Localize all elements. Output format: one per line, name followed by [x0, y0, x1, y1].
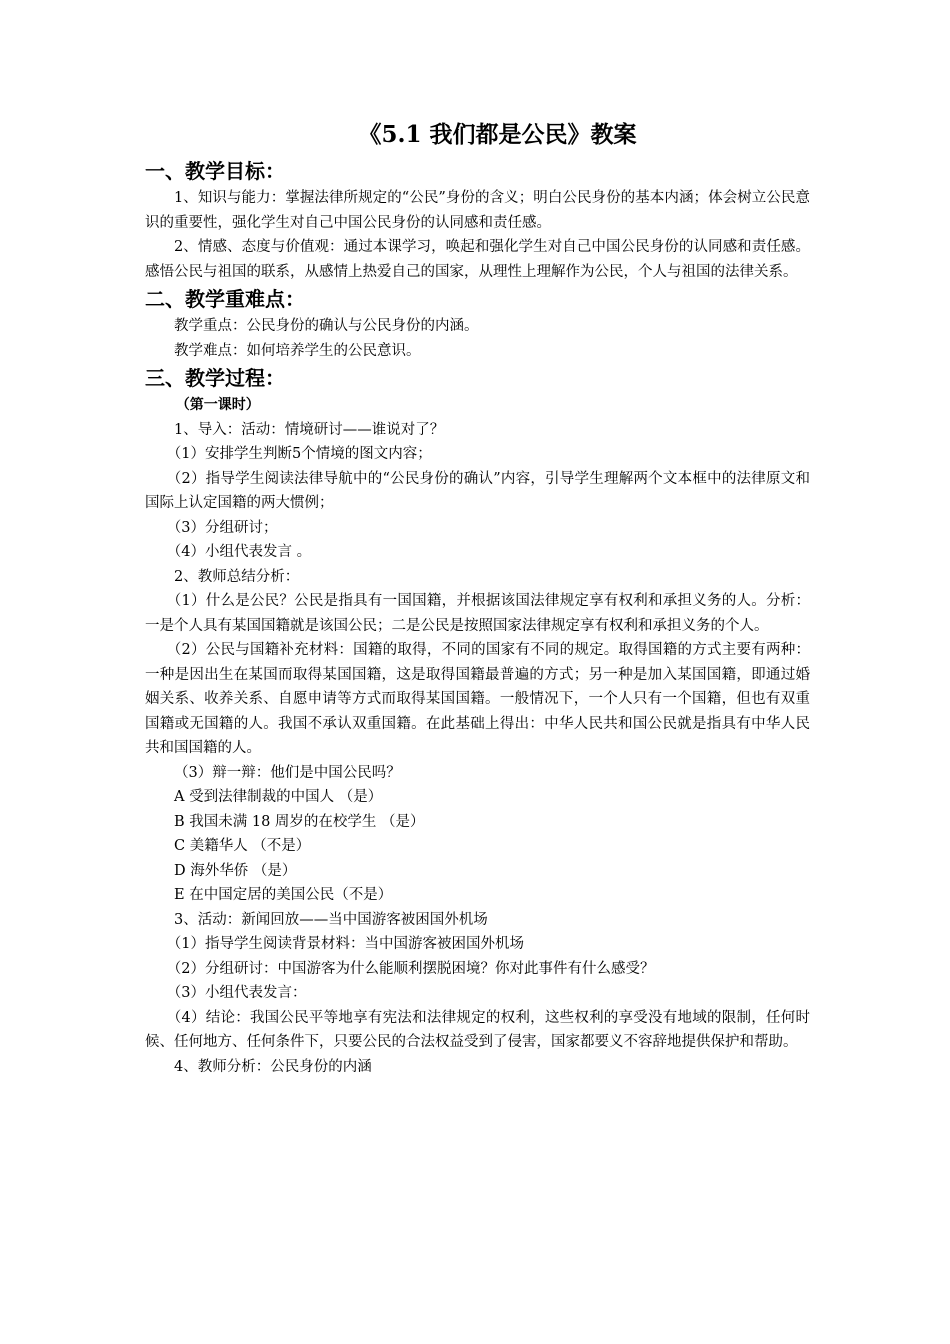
paragraph: 2、教师总结分析： [174, 568, 300, 585]
paragraph: 1、导入：活动：情境研讨——谁说对了？ [174, 421, 445, 438]
list-item: E 在中国定居的美国公民（不是） [174, 887, 393, 903]
lesson-label: （第一课时） [175, 397, 260, 413]
paragraph: 教学难点：如何培养学生的公民意识。 [174, 342, 421, 359]
paragraph: 4、教师分析：公民身份的内涵 [174, 1058, 372, 1075]
paragraph: 1、知识与能力：掌握法律所规定的“公民”身份的含义；明白公民身份的基本内涵；体会树立公民意识的重要性，强化学生对自己中国公民身份的认同感和责任感。 [145, 190, 810, 231]
paragraph: 教学重点：公民身份的确认与公民身份的内涵。 [174, 318, 479, 334]
paragraph: （4）小组代表发言 。 [166, 544, 312, 560]
paragraph: （1）什么是公民？公民是指具有一国国籍，并根据该国法律规定享有权利和承担义务的人。分析：一是个人具有某国国籍就是该国公民；二是公民是按照国家法律规定享有权利和承担义务的个人。 [145, 593, 810, 634]
list-item: B 我国未满 18 周岁的在校学生 （是） [174, 813, 425, 830]
paragraph: （2）分组研讨：中国游客为什么能顺利摆脱困境？你对此事件有什么感受？ [166, 960, 655, 977]
paragraph: （2）指导学生阅读法律导航中的“公民身份的确认”内容，引导学生理解两个文本框中的法律原文和国际上认定国籍的两大惯例； [145, 470, 810, 511]
paragraph: 3、活动：新闻回放——当中国游客被困国外机场 [174, 911, 488, 928]
document-title: 《5.1 我们都是公民》教案 [358, 121, 637, 148]
heading-teaching-process: 三、教学过程： [145, 366, 285, 390]
paragraph: （3）分组研讨； [166, 519, 278, 536]
paragraph: （4）结论：我国公民平等地享有宪法和法律规定的权利，这些权利的享受没有地域的限制，任何时候、任何地方、任何条件下，只要公民的合法权益受到了侵害，国家都要义不容辞地提供保护和帮助。 [145, 1009, 810, 1050]
paragraph: 2、情感、态度与价值观：通过本课学习，唤起和强化学生对自己中国公民身份的认同感和责任感。感悟公民与祖国的联系，从感情上热爱自己的国家，从理性上理解作为公民，个人与祖国的法律关系。 [145, 239, 810, 280]
list-item: A 受到法律制裁的中国人 （是） [174, 789, 383, 805]
document-page [145, 118, 810, 1079]
paragraph: （1）指导学生阅读背景材料：当中国游客被困国外机场 [166, 936, 524, 952]
paragraph: （3）辩一辩：他们是中国公民吗？ [174, 764, 401, 781]
list-item: C 美籍华人 （不是） [174, 838, 311, 854]
heading-teaching-goals: 一、教学目标： [145, 159, 285, 183]
heading-key-points: 二、教学重难点： [145, 287, 305, 311]
paragraph: （1）安排学生判断5个情境的图文内容； [166, 446, 432, 462]
paragraph: （2）公民与国籍补充材料：国籍的取得，不同的国家有不同的规定。取得国籍的方式主要有两种：一种是因出生在某国而取得某国国籍，这是取得国籍最普遍的方式；另一种是加入某国国籍，即通过婚姻关系、收养关系、自愿申请等方式而取得某国国籍。一般情况下，一个人只有一个国籍，但也有双重国籍或无国籍的人。我国不承认双重国籍。在此基础上得出：中华人民共和国公民就是指具有中华人民共和国国籍的人。 [145, 642, 810, 756]
list-item: D 海外华侨 （是） [174, 862, 297, 879]
paragraph: （3）小组代表发言： [166, 985, 307, 1001]
